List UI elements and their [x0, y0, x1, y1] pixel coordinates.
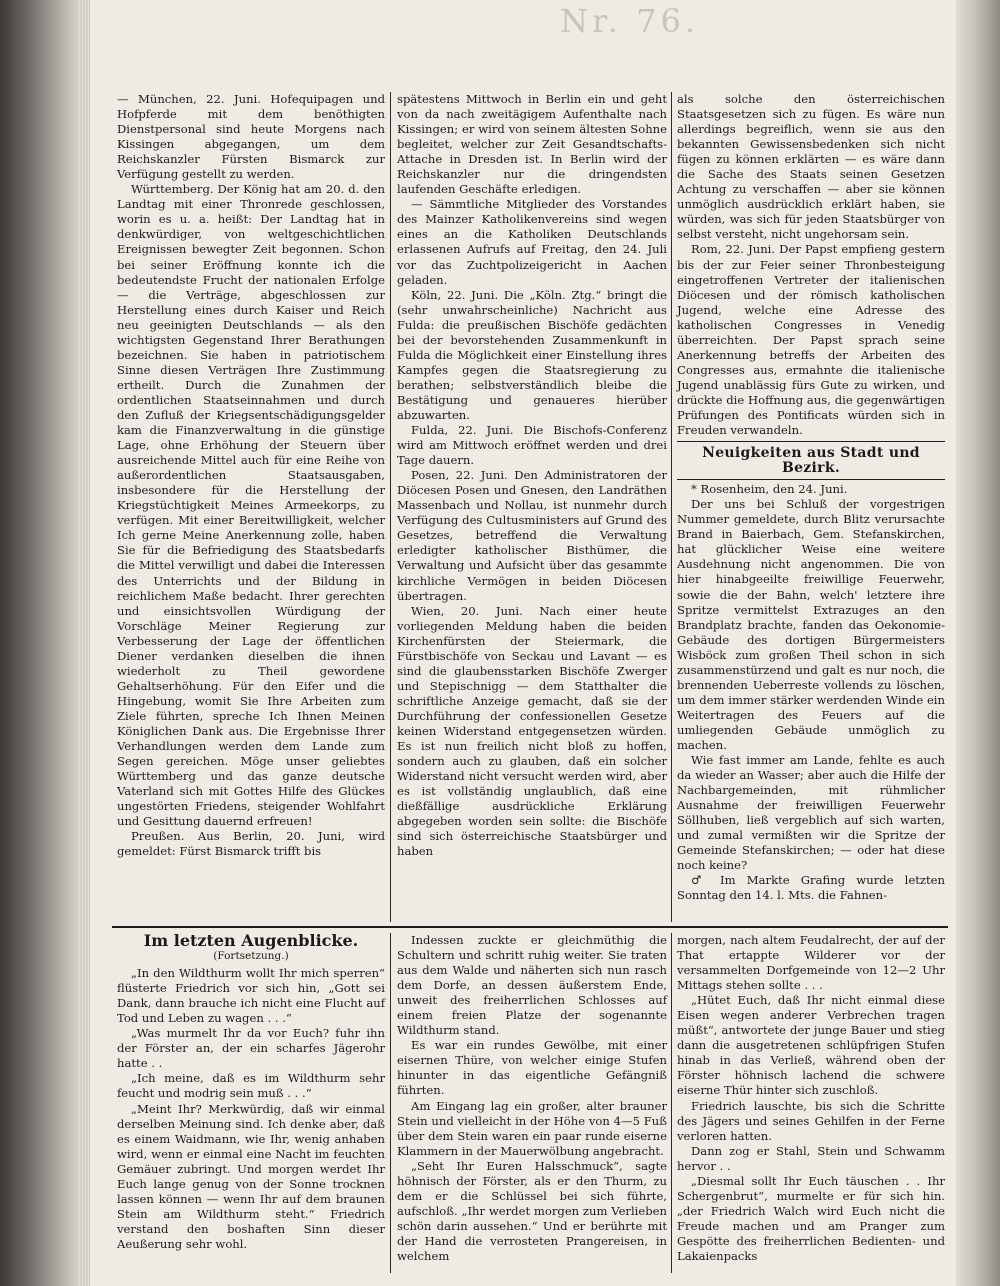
- story-column-2: [397, 933, 667, 1264]
- story-paragraph: Indessen zuckte er gleichmüthig die Schultern und schritt ruhig weiter. Sie traten aus dem Walde und näherten sich nun rasch dem Dorfe, an dessen äußerstem Ende, unweit des freiherrlichen Schlosses auf einem freien Platze der sogenannte Wildthurm stand.: [397, 933, 667, 1038]
- article-fulda: Fulda, 22. Juni. Die Bischofs-Conferenz wird am Mittwoch eröffnet werden und drei Tage dauern.: [397, 423, 667, 468]
- story-paragraph: Dann zog er Stahl, Stein und Schwamm hervor . .: [677, 1143, 945, 1173]
- story-paragraph: Es war ein rundes Gewölbe, mit einer eisernen Thüre, von welcher einige Stufen hinunter in das eigentliche Gefängniß führten.: [397, 1038, 667, 1098]
- news-column-3: [677, 92, 945, 903]
- article-preussen: Preußen. Aus Berlin, 20. Juni, wird gemeldet: Fürst Bismarck trifft bis: [117, 829, 385, 859]
- story-paragraph: „In den Wildthurm wollt Ihr mich sperren“ flüsterte Friedrich vor sich hin, „Gott sei Dank, dann brauche ich nicht eine Flucht auf Tod und Leben zu wagen . . .“: [117, 966, 385, 1026]
- column-rule-2: [671, 92, 672, 922]
- article-rom: Rom, 22. Juni. Der Papst empfieng gestern bis der zur Feier seiner Thronbesteigung eingetroffenen Vertreter der italienischen Diöcesen und der römisch katholischen Jugend, welche eine Adresse des katholischen Congresses in Venedig überreichten. Der Papst sprach seine Anerkennung betreffs der Arbeiten des Congresses aus, ermahnte die italienische Jugend unablässig fürs Gute zu wirken, und drückte die Hoffnung aus, die gegenwärtigen Prüfungen des Pontificats würden sich in Freuden verwandeln.: [677, 242, 945, 438]
- article-grafing: ♂ Im Markte Grafing wurde letzten Sonntag den 14. l. Mts. die Fahnen-: [677, 873, 945, 903]
- story-paragraph: „Ich meine, daß es im Wildthurm sehr feucht und modrig sein muß . . .“: [117, 1071, 385, 1101]
- show-through-header: Nr. 76.: [560, 2, 700, 40]
- story-title: Im letzten Augenblicke.: [143, 931, 359, 950]
- article-wasser: Wie fast immer am Lande, fehlte es auch da wieder an Wasser; aber auch die Hilfe der Nachbargemeinden, mit rühmlicher Ausnahme der freiwilligen Feuerwehr Söllhuben, ließ vergeblich auf sich warten, und zumal vermißten wir die Spritze der Gemeinde Stefanskirchen; — oder hat diese noch keine?: [677, 753, 945, 873]
- local-heading-rule-bottom: [677, 479, 945, 480]
- article-posen: Posen, 22. Juni. Den Administratoren der Diöcesen Posen und Gnesen, den Landräthen Massenbach und Nollau, ist nunmehr durch Verfügung des Cultusministers auf Grund des Gesetzes, betreffend die Verwaltung erledigter katholischer Bisthümer, die Verwaltung und Aufsicht über das gesammte kirchliche Vermögen in beiden Diöcesen übertragen.: [397, 468, 667, 603]
- story-rule-2: [671, 933, 672, 1273]
- story-paragraph: „Was murmelt Ihr da vor Euch? fuhr ihn der Förster an, der ein scharfes Jägerohr hatte . .: [117, 1026, 385, 1071]
- story-paragraph: „Diesmal sollt Ihr Euch täuschen . . Ihr Schergenbrut“, murmelte er für sich hin. „der Friedrich Walch wird Euch nicht die Freude machen und am Pranger zum Gespötte des freiherrlichen Bedienten- und Lakaienpacks: [677, 1173, 945, 1263]
- article-koeln: Köln, 22. Juni. Die „Köln. Ztg.“ bringt die (sehr unwahrscheinliche) Nachricht aus Fulda: die preußischen Bischöfe gedächten bei der bevorstehenden Zusammenkunft in Fulda die Möglichkeit einer Einstellung ihres Kampfes gegen die Staatsregierung zu berathen; selbstverständlich bleibe die Bestätigung und genaueres hierüber abzuwarten.: [397, 287, 667, 422]
- article-brand-baierbach: Der uns bei Schluß der vorgestrigen Nummer gemeldete, durch Blitz verursachte Brand in Baierbach, Gem. Stefanskirchen, hat glücklicher Weise eine weitere Ausdehnung nicht angenommen. Die von hier hinabgeeilte freiwillige Feuerwehr, sowie die der Bahn, welch' letztere ihre Spritze vermittelst Extrazuges an den Brandplatz brachte, fanden das Oekonomie-Gebäude des dortigen Bürgermeisters Wisböck zum großen Theil schon in sich zusammenstürzend und galt es nur noch, die brennenden Ueberreste vollends zu löschen, um dem immer stärker werdenden Winde ein Weitertragen des Feuers auf die umliegenden Gebäude unmöglich zu machen.: [677, 497, 945, 752]
- local-news-heading: Neuigkeiten aus Stadt und Bezirk.: [702, 445, 920, 477]
- article-wien: Wien, 20. Juni. Nach einer heute vorliegenden Meldung haben die beiden Kirchenfürsten der Steiermark, die Fürstbischöfe von Seckau und Lavant — es sind die glaubensstarken Bischöfe Zwerger und Stepischnigg — dem Statthalter die schriftliche Anzeige gemacht, daß sie der Durchführung der confessionellen Gesetze keinen Widerstand entgegensetzen würden. Es ist nun freilich nicht bloß zu hoffen, sondern auch zu glauben, daß ein solcher Widerstand nicht versucht werden wird, aber es ist vollständig unglaublich, daß eine dießfällige ausdrückliche Erklärung abgegeben worden sein sollte: die Bischöfe sind sich österreichische Staatsbürger und haben: [397, 603, 667, 859]
- article-berlin-cont: spätestens Mittwoch in Berlin ein und geht von da nach zweitägigem Aufenthalte nach Kissingen; er wird von seinem ältesten Sohne begleitet, welcher zur Zeit Gesandtschafts-Attache in Dresden ist. In Berlin wird der Reichskanzler nur die dringendsten laufenden Geschäfte erledigen.: [397, 92, 667, 197]
- column-rule-1: [390, 92, 391, 922]
- local-dateline: * Rosenheim, den 24. Juni.: [691, 482, 848, 497]
- story-column-3: [677, 933, 945, 1264]
- article-wuerttemberg: Württemberg. Der König hat am 20. d. den Landtag mit einer Thronrede geschlossen, worin es u. a. heißt: Der Landtag hat in denkwürdiger, von weltgeschichtlichen Ereignissen bewegter Zeit begonnen. Schon bei seiner Eröffnung konnte ich die bedeutendste Frucht der nationalen Erfolge — die Verträge, abgeschlossen zur Herstellung eines durch Kaiser und Reich neu geeinigten Deutschlands — als den wichtigsten Gegenstand Ihrer Berathungen bezeichnen. Sie haben in patriotischem Sinne diesen Verträgen Ihre Zustimmung ertheilt. Durch die Zunahmen der ordentlichen Staatseinnahmen und durch den Zufluß der Kriegsentschädigungsgelder kam die Finanzverwaltung in die günstige Lage, ohne Erhöhung der Steuern über ausreichende Mittel auch für eine Reihe von außerordentlichen Staatsausgaben, insbesondere für die Herstellung der Kriegstüchtigkeit Meines Armeekorps, zu verfügen. Mit einer Bereitwilligkeit, welcher Ich gerne Meine Anerkennung zolle, haben Sie für die Befriedigung des Staatsbedarfs die Mittel verwilligt und dabei die Interessen des Unterrichts und der Bildung in reichlichem Maße bedacht. Ihrer gerechten und einsichtsvollen Würdigung der Vorschläge Meiner Regierung zur Verbesserung der Lage der öffentlichen Diener verdanken dieselben die ihnen wiederholt zu Theil gewordene Gehaltserhöhung. Für den Eifer und die Hingebung, womit Sie Ihre Arbeiten zum Ziele führten, spreche Ich Ihnen Meinen Königlichen Dank aus. Die Ergebnisse Ihrer Verhandlungen werden dem Lande zum Segen gereichen. Möge unser geliebtes Württemberg und das ganze deutsche Vaterland sich mit Gottes Hilfe des Glückes ungestörten Friedens, steigender Wohlfahrt und Gesittung dauernd erfreuen!: [117, 182, 385, 829]
- book-spine: [0, 0, 80, 1286]
- story-subtitle: (Fortsetzung.): [213, 950, 289, 963]
- story-paragraph: „Seht Ihr Euren Halsschmuck“, sagte höhnisch der Förster, als er den Thurm, zu dem er die Schlüssel bei sich führte, aufschloß. „Ihr werdet morgen zum Verlieben schön darin aussehen.“ Und er berührte mit der Hand die verrosteten Prangereisen, in welchem: [397, 1158, 667, 1263]
- news-column-1: [117, 92, 385, 859]
- story-paragraph: Am Eingang lag ein großer, alter brauner Stein und vielleicht in der Höhe von 4—5 Fuß über dem Stein waren ein paar runde eiserne Klammern in der Mauerwölbung angebracht.: [397, 1098, 667, 1158]
- article-mainz: — Sämmtliche Mitglieder des Vorstandes des Mainzer Katholikenvereins sind wegen eines an die Katholiken Deutschlands erlassenen Aufrufs auf Freitag, den 24. Juli vor das Zuchtpolizeigericht in Aachen geladen.: [397, 197, 667, 287]
- local-heading-rule-top: [677, 441, 945, 442]
- article-wien-cont: als solche den österreichischen Staatsgesetzen sich zu fügen. Es wäre nun allerdings begreiflich, wenn sie aus den bekannten Gewissensbedenken sich nicht fügen zu können erklärten — es wäre dann die Sache des Staats seinen Gesetzen Achtung zu verschaffen — aber sie können unmöglich ausdrücklich erklärt haben, sie würden, was sich für jeden Staatsbürger von selbst versteht, nicht ungehorsam sein.: [677, 92, 945, 242]
- story-rule-1: [390, 933, 391, 1273]
- story-paragraph: „Hütet Euch, daß Ihr nicht einmal diese Eisen wegen anderer Verbrechen tragen müßt“, antwortete der junge Bauer und stieg dann die ausgetretenen schlüpfrigen Stufen hinab in das Verließ, während oben der Förster höhnisch lachend die schwere eiserne Thür hinter sich zuschloß.: [677, 993, 945, 1098]
- story-paragraph: „Meint Ihr? Merkwürdig, daß wir einmal derselben Meinung sind. Ich denke aber, daß es einem Waidmann, wie Ihr, wenig anhaben wird, wenn er einmal eine Nacht im feuchten Gemäuer zubringt. Und morgen werdet Ihr Euch lange genug von der Sonne trocknen lassen können — wenn Ihr auf dem braunen Stein am Wildthurm steht.“ Friedrich verstand den boshaften Sinn dieser Aeußerung sehr wohl.: [117, 1101, 385, 1251]
- story-column-1: [117, 933, 385, 1252]
- story-paragraph: Friedrich lauschte, bis sich die Schritte des Jägers und seines Gehilfen in der Ferne verloren hatten.: [677, 1098, 945, 1143]
- section-divider: [112, 926, 948, 928]
- right-page-edge: [956, 0, 1000, 1286]
- news-column-2: [397, 92, 667, 859]
- article-muenchen: — München, 22. Juni. Hofequipagen und Hofpferde mit dem benöthigten Dienstpersonal sind heute Morgens nach Kissingen abgegangen, um dem Reichskanzler Fürsten Bismarck zur Verfügung gestellt zu werden.: [117, 92, 385, 182]
- story-paragraph: morgen, nach altem Feudalrecht, der auf der That ertappte Wilderer vor der versammelten Dorfgemeinde von 12—2 Uhr Mittags stehen sollte . . .: [677, 933, 945, 993]
